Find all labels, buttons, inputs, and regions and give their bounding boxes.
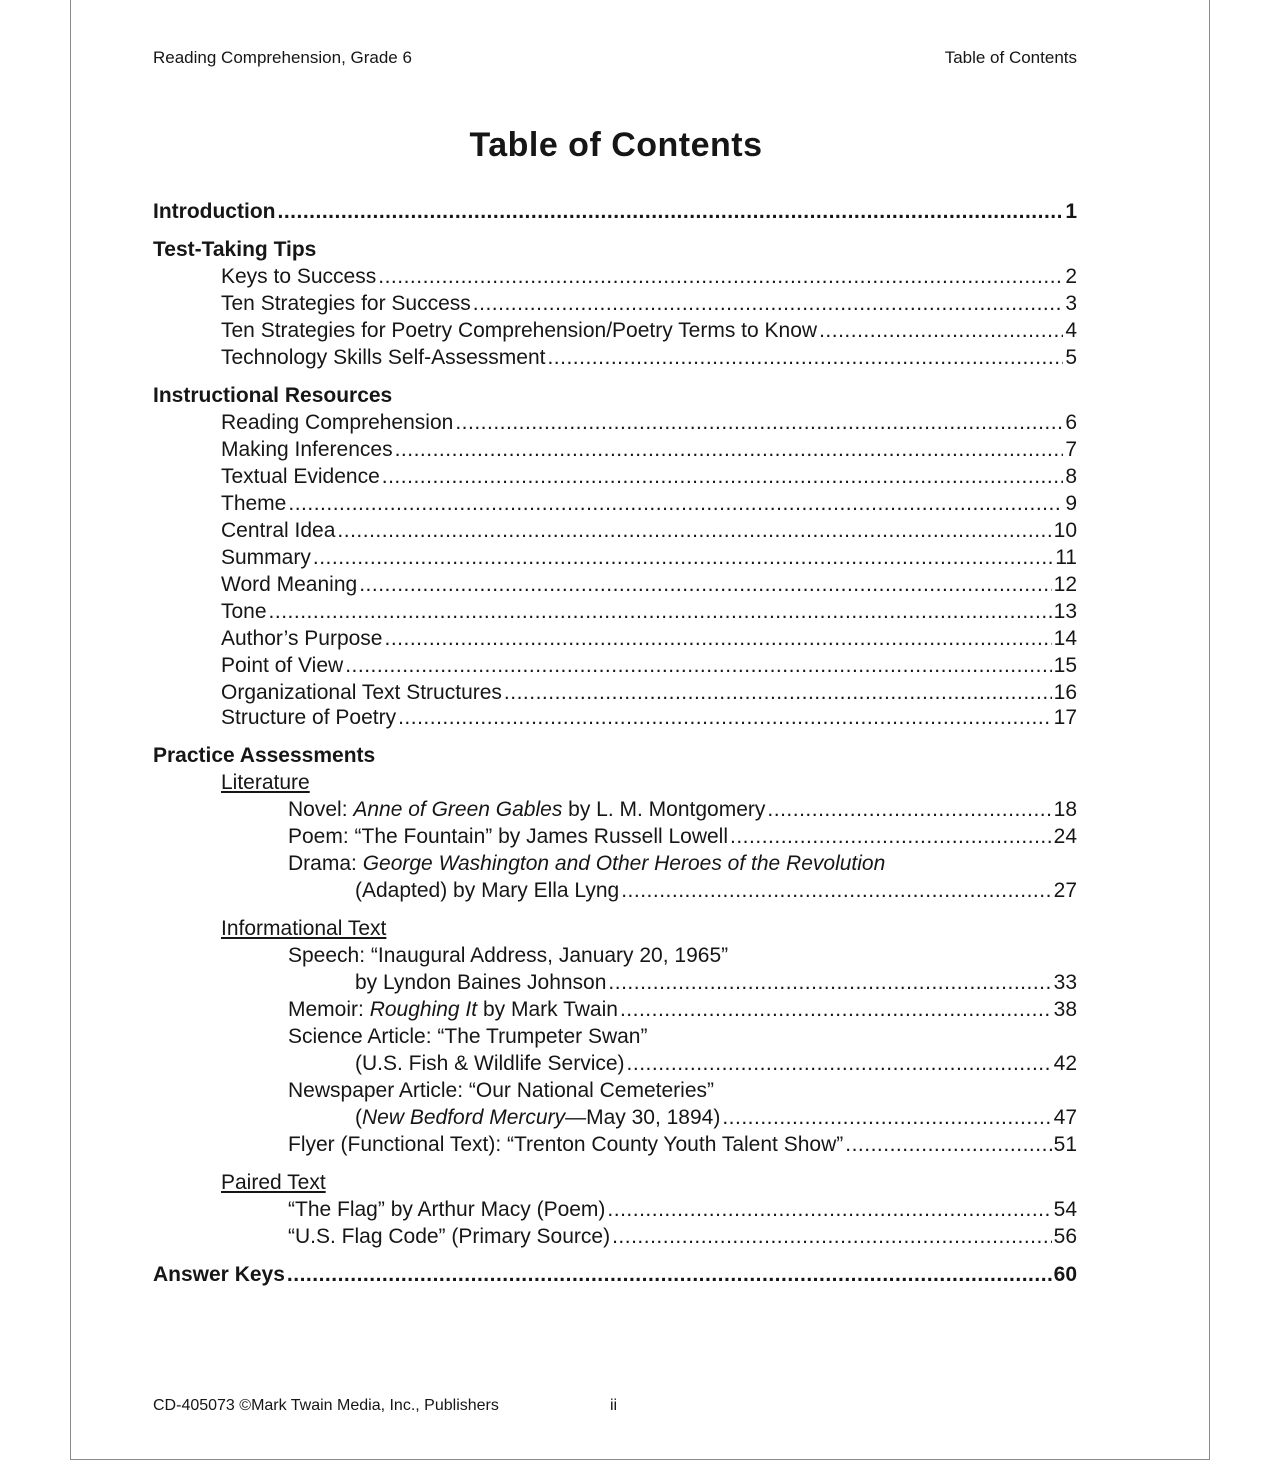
toc-entry-title [221, 545, 311, 571]
footer-page-number: ii [610, 1397, 618, 1414]
toc-entry [221, 680, 1077, 706]
toc-entry-title [153, 383, 392, 409]
toc-entry-text: ( [355, 1106, 362, 1129]
toc-entry-text: George Washington and Other Heroes of the Revolution [362, 852, 886, 875]
toc-entry-title [221, 599, 267, 625]
toc-entry [221, 705, 1077, 731]
toc-entry-page: 60 [1053, 1263, 1077, 1286]
toc-entry-title [221, 318, 817, 344]
toc-entry [288, 1197, 1077, 1223]
toc-entry-page: 16 [1053, 681, 1077, 704]
toc-entry [288, 797, 1077, 823]
toc-entry-page: 10 [1053, 519, 1077, 542]
toc-entry-text: by Mark Twain [477, 998, 618, 1021]
toc-entry-text: Introduction [153, 200, 276, 223]
toc-entry-title [153, 199, 275, 225]
toc-entry-title [355, 970, 606, 996]
toc-entry-page: 8 [1065, 465, 1077, 488]
toc-entry [221, 770, 1077, 796]
toc-entry-title [288, 1024, 647, 1050]
toc-entry [288, 1224, 1077, 1250]
toc-entry [288, 851, 1077, 877]
toc-entry-title [355, 1105, 720, 1131]
toc-entry-text: Newspaper Article: “Our National Cemeteries” [288, 1079, 714, 1102]
toc-entry-page: 42 [1053, 1052, 1077, 1075]
toc-entry [355, 878, 1077, 904]
toc-entry [288, 943, 1077, 969]
toc-entry-text: Making Inferences [221, 438, 393, 461]
dot-leader [845, 1132, 1051, 1158]
dot-leader [621, 878, 1051, 904]
toc-entry-text: Science Article: “The Trumpeter Swan” [288, 1025, 648, 1048]
toc-entry-text: Organizational Text Structures [221, 681, 502, 704]
toc-entry-text: Answer Keys [153, 1263, 285, 1286]
dot-leader [385, 626, 1052, 652]
toc-entry-page: 38 [1053, 998, 1077, 1021]
toc-entry-page: 1 [1065, 200, 1077, 223]
toc-entry-text: Textual Evidence [221, 465, 380, 488]
toc-entry-title [355, 1051, 625, 1077]
toc-entry [288, 1024, 1077, 1050]
toc-entry [221, 545, 1077, 571]
toc-entry-title [288, 1078, 714, 1104]
toc-entry-title [221, 437, 393, 463]
toc-entry [153, 743, 1077, 769]
toc-entry-text: Summary [221, 546, 311, 569]
toc-entry-text: Point of View [221, 654, 344, 677]
dot-leader [473, 291, 1064, 317]
dot-leader [455, 410, 1063, 436]
toc-entry-title [288, 1197, 605, 1223]
toc-entry-page: 3 [1065, 292, 1077, 315]
dot-leader [819, 318, 1063, 344]
toc-entry-title [221, 518, 335, 544]
toc-entry [221, 318, 1077, 344]
toc-entry-page: 11 [1055, 546, 1077, 569]
toc-entry [288, 997, 1077, 1023]
toc-entry-title [153, 743, 375, 769]
toc-entry [355, 1105, 1077, 1131]
toc-entry-page: 6 [1065, 411, 1077, 434]
toc-entry-page: 56 [1053, 1225, 1077, 1248]
toc-entry-title [355, 878, 619, 904]
toc-entry-text: Roughing It [369, 998, 478, 1021]
toc-entry-title [221, 291, 471, 317]
toc-entry-title [221, 680, 502, 706]
toc-entry-text: Theme [221, 492, 287, 515]
toc-entry-title [221, 410, 453, 436]
dot-leader [722, 1105, 1051, 1131]
toc-entry [288, 1132, 1077, 1158]
dot-leader [313, 545, 1053, 571]
dot-leader [337, 518, 1051, 544]
dot-leader [767, 797, 1051, 823]
toc-entry [221, 491, 1077, 517]
toc-entry-text: Informational Text [221, 917, 387, 940]
dot-leader [395, 437, 1064, 463]
toc-entry-text: Novel: [288, 798, 354, 821]
toc-entry-page: 14 [1053, 627, 1077, 650]
toc-entry-page: 15 [1053, 654, 1077, 677]
toc-entry-text: Author’s Purpose [221, 627, 383, 650]
toc-entry-text: Literature [221, 771, 310, 794]
toc-entry-text: Anne of Green Gables [353, 798, 563, 821]
footer-copyright: CD-405073 ©Mark Twain Media, Inc., Publishers [153, 1397, 499, 1414]
toc-entry [221, 345, 1077, 371]
toc-entry-text: Drama: [288, 852, 363, 875]
toc-entry [221, 437, 1077, 463]
toc-entry-page: 47 [1053, 1106, 1077, 1129]
toc-entry-page: 17 [1053, 706, 1077, 729]
toc-entry-text: Ten Strategies for Poetry Comprehension/Poetry Terms to Know [221, 319, 818, 342]
toc-entry-text: Speech: “Inaugural Address, January 20, 1965” [288, 944, 729, 967]
toc-entry-page: 24 [1053, 825, 1077, 848]
toc-entry-text: Central Idea [221, 519, 336, 542]
dot-leader [382, 464, 1064, 490]
dot-leader [627, 1051, 1052, 1077]
toc-entry [153, 199, 1077, 225]
toc-entry-title [288, 824, 728, 850]
toc-entry [221, 916, 1077, 942]
toc-entry-text: —May 30, 1894) [565, 1106, 721, 1129]
toc-entry-page: 13 [1053, 600, 1077, 623]
toc-entry-title [221, 572, 357, 598]
toc-entry [221, 291, 1077, 317]
toc-entry [153, 237, 1077, 263]
toc-entry-title [221, 345, 545, 371]
toc-entry-page: 5 [1065, 346, 1077, 369]
toc-entry-title [221, 1170, 326, 1196]
running-header-right: Table of Contents [944, 48, 1077, 67]
dot-leader [608, 970, 1051, 996]
dot-leader [378, 264, 1063, 290]
toc-entry-title [221, 491, 286, 517]
toc-entry-title [288, 797, 765, 823]
toc-entry [221, 626, 1077, 652]
toc-entry-title [221, 653, 343, 679]
dot-leader [547, 345, 1063, 371]
dot-leader [612, 1224, 1052, 1250]
toc-entry-text: Tone [221, 600, 267, 623]
dot-leader [345, 653, 1051, 679]
toc-entry-text: Technology Skills Self-Assessment [221, 346, 546, 369]
toc-entry-text: Practice Assessments [153, 744, 376, 767]
dot-leader [398, 705, 1052, 731]
toc-entry-title [288, 997, 618, 1023]
toc-entry-text: “U.S. Flag Code” (Primary Source) [288, 1225, 611, 1248]
toc-entry-text: Ten Strategies for Success [221, 292, 471, 315]
toc-entry-title [153, 237, 316, 263]
toc-entry [221, 264, 1077, 290]
toc-entry-text: Instructional Resources [153, 384, 393, 407]
toc-entry-title [288, 851, 885, 877]
dot-leader [359, 572, 1051, 598]
toc-entry-text: by Lyndon Baines Johnson [355, 971, 607, 994]
dot-leader [288, 491, 1063, 517]
toc-entry-page: 33 [1053, 971, 1077, 994]
toc-entry-text: New Bedford Mercury [362, 1106, 566, 1129]
toc-entry-text: Reading Comprehension [221, 411, 454, 434]
toc-entry-text: Memoir: [288, 998, 370, 1021]
dot-leader [269, 599, 1052, 625]
toc-entry-title [221, 264, 376, 290]
toc-entry [288, 1078, 1077, 1104]
toc-entry-text: Keys to Success [221, 265, 377, 288]
toc-entry [221, 599, 1077, 625]
toc-entry-page: 9 [1065, 492, 1077, 515]
toc-entry-text: Poem: “The Fountain” by James Russell Lowell [288, 825, 729, 848]
toc-entry-page: 12 [1053, 573, 1077, 596]
dot-leader [504, 680, 1052, 706]
toc-entry [221, 653, 1077, 679]
toc-entry [221, 1170, 1077, 1196]
dot-leader [730, 824, 1052, 850]
toc-entry [221, 518, 1077, 544]
toc-entry-page: 7 [1065, 438, 1077, 461]
toc-entry-text: Test-Taking Tips [153, 238, 317, 261]
toc-entry-title [221, 916, 386, 942]
running-header-left: Reading Comprehension, Grade 6 [153, 48, 412, 67]
toc-entry [153, 383, 1077, 409]
toc-entry-page: 27 [1053, 879, 1077, 902]
toc-entry-text: Flyer (Functional Text): “Trenton County Youth Talent Show” [288, 1133, 844, 1156]
page-title: Table of Contents [469, 126, 763, 164]
toc-entry-text: “The Flag” by Arthur Macy (Poem) [288, 1198, 606, 1221]
toc-entry-title [288, 1224, 610, 1250]
toc-entry-title [221, 464, 380, 490]
toc-entry-page: 51 [1053, 1133, 1077, 1156]
toc-entry-page: 2 [1065, 265, 1077, 288]
dot-leader [287, 1262, 1052, 1288]
toc-entry [221, 410, 1077, 436]
toc-entry-text: Paired Text [221, 1171, 326, 1194]
toc-entry-title [153, 1262, 285, 1288]
toc-entry-text: Structure of Poetry [221, 706, 397, 729]
toc-entry-title [288, 1132, 843, 1158]
toc-entry-page: 54 [1053, 1198, 1077, 1221]
toc-entry-page: 4 [1065, 319, 1077, 342]
toc-entry-text: (U.S. Fish & Wildlife Service) [355, 1052, 625, 1075]
toc-entry [221, 572, 1077, 598]
toc-entry-title [288, 943, 728, 969]
toc-entry-text: (Adapted) by Mary Ella Lyng [355, 879, 620, 902]
toc-entry [355, 1051, 1077, 1077]
toc-entry-page: 18 [1053, 798, 1077, 821]
toc-entry-title [221, 770, 310, 796]
toc-entry-title [221, 705, 396, 731]
toc-entry [288, 824, 1077, 850]
dot-leader [277, 199, 1063, 225]
toc-entry [153, 1262, 1077, 1288]
dot-leader [620, 997, 1052, 1023]
toc-entry-text: by L. M. Montgomery [562, 798, 766, 821]
dot-leader [607, 1197, 1051, 1223]
toc-entry-title [221, 626, 383, 652]
toc-entry [221, 464, 1077, 490]
toc-entry-text: Word Meaning [221, 573, 358, 596]
toc-entry [355, 970, 1077, 996]
